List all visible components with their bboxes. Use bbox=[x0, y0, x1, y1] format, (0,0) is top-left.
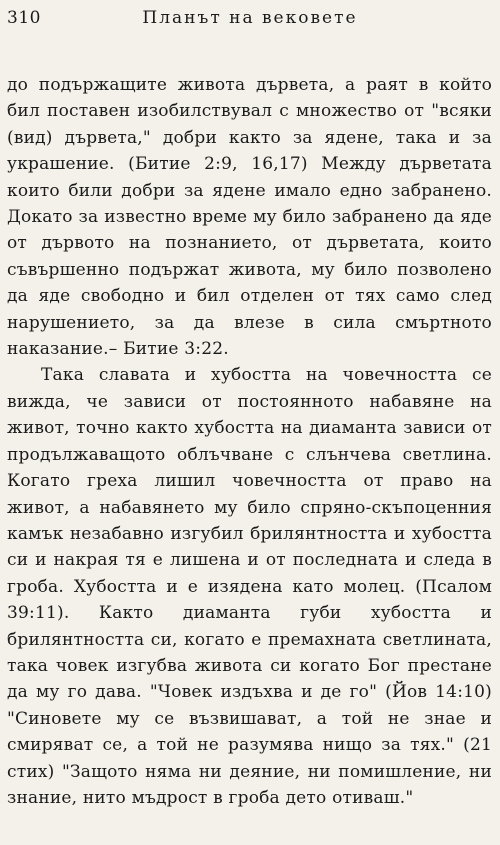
paragraph-continuation: до подържащите живота дървета, а раят в който бил поставен изобилствувал с множество от "всяки (вид) дървета," добри както за ядене, така и за украшение. (Битие 2:9, 16,17) Между дърветата които били добри за ядене имало едно забранено. Докато за известно време му било забранено да яде от дървото на познанието, от дърветата, които съвършенно подържат живота, му било позволено да яде свободно и бил отделен от тях само след нарушението, за да влезе в сила смъртното наказание.– Битие 3:22. bbox=[7, 75, 492, 360]
page-header bbox=[7, 8, 493, 32]
running-title: Планът на вековете bbox=[142, 8, 358, 28]
paragraph: Така славата и хубостта на човечността се вижда, че зависи от постоянното набавяне на живот, точно както хубостта на диаманта зависи от продължаващото облъчване с слънчева светлина. Когато греха лишил човечността от право на живот, а набавянето му било спряно-скъпоценния камък незабавно изгубил брилянтността и хубостта си и накрая тя е лишена и от последната и следа в гроба. Хубостта и е изядена като молец. (Псалом 39:11). Както диаманта губи хубостта и брилянтността си, когато е премахната светлината, така човек изгубва живота си когато Бог престане да му го дава. "Човек издъхва и де го" (Йов 14:10) "Синовете му се възвишават, а той не знае и смиряват се, а той не разумява нищо за тях." (21 стих) "Защото няма ни деяние, ни помишление, ни знание, нито мъдрост в гроба дето отиваш." bbox=[7, 365, 492, 808]
page-number: 310 bbox=[7, 8, 41, 28]
body-text bbox=[7, 72, 492, 811]
